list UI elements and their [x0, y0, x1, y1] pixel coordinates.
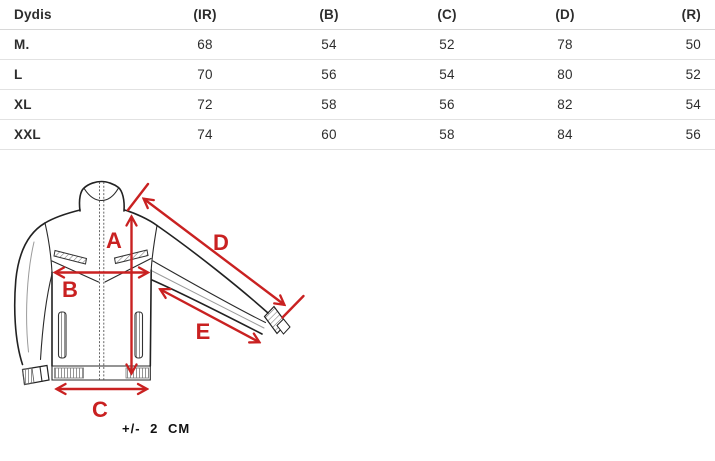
body-right-edge: [150, 270, 151, 366]
dimension-tick-d-end: [283, 296, 304, 318]
size-table: [0, 0, 715, 150]
measurement-value: 50: [624, 30, 715, 60]
column-header-c: (C): [388, 0, 506, 30]
table-header-row: [0, 0, 715, 30]
left-sleeve-outer-edge: [15, 223, 45, 365]
measurement-value: 58: [270, 90, 388, 120]
left-shoulder-line: [45, 210, 80, 223]
measurement-value: 56: [624, 120, 715, 150]
dimension-label-b: B: [62, 277, 78, 302]
left-sleeve-mid-seam: [27, 242, 34, 352]
dimension-label-a: A: [106, 228, 122, 253]
table-row-xl: [0, 90, 715, 120]
column-header-size: Dydis: [0, 0, 140, 30]
measurement-value: 58: [388, 120, 506, 150]
dimension-arrows: [56, 184, 304, 422]
waistband-elastic-right: [126, 368, 149, 378]
column-header-ir: (IR): [140, 0, 270, 30]
chest-pocket-left: [54, 251, 87, 265]
measurement-value: 54: [388, 60, 506, 90]
jacket-drawing: [15, 182, 290, 385]
size-label: XL: [0, 90, 140, 120]
dimension-tick-d-start: [128, 184, 148, 210]
collar-outline: [79, 182, 124, 212]
dimension-label-d: D: [213, 230, 229, 255]
size-label: M.: [0, 30, 140, 60]
collar-neckline: [85, 189, 119, 201]
size-label: L: [0, 60, 140, 90]
left-sleeve-inner-edge: [41, 274, 53, 360]
measurement-value: 60: [270, 120, 388, 150]
measurement-value: 52: [388, 30, 506, 60]
column-header-r: (R): [624, 0, 715, 30]
right-shoulder-line: [125, 210, 158, 226]
dimension-label-c: C: [92, 397, 108, 422]
measurement-value: 56: [388, 90, 506, 120]
table-row-m: [0, 30, 715, 60]
measurement-value: 54: [624, 90, 715, 120]
left-cuff-elastic: [23, 368, 35, 385]
left-armhole-seam: [45, 223, 52, 272]
tolerance-note: +/- 2 CM: [122, 421, 191, 436]
measurement-value: 70: [140, 60, 270, 90]
table-row-l: [0, 60, 715, 90]
column-header-d: (D): [506, 0, 624, 30]
right-sleeve-upper-seam: [153, 261, 266, 323]
measurement-value: 84: [506, 120, 624, 150]
measurement-value: 54: [270, 30, 388, 60]
jacket-measurement-diagram: [0, 150, 715, 461]
waistband-elastic-left: [55, 368, 84, 378]
table-row-xxl: [0, 120, 715, 150]
measurement-value: 56: [270, 60, 388, 90]
measurement-value: 72: [140, 90, 270, 120]
hand-pocket-right: [135, 312, 143, 358]
hand-pocket-left: [59, 312, 67, 358]
measurement-value: 52: [624, 60, 715, 90]
measurement-value: 78: [506, 30, 624, 60]
measurement-value: 82: [506, 90, 624, 120]
size-label: XXL: [0, 120, 140, 150]
chest-seam-right: [105, 259, 151, 283]
measurement-value: 68: [140, 30, 270, 60]
measurement-value: 80: [506, 60, 624, 90]
dimension-label-e: E: [195, 319, 211, 344]
measurement-value: 74: [140, 120, 270, 150]
column-header-b: (B): [270, 0, 388, 30]
